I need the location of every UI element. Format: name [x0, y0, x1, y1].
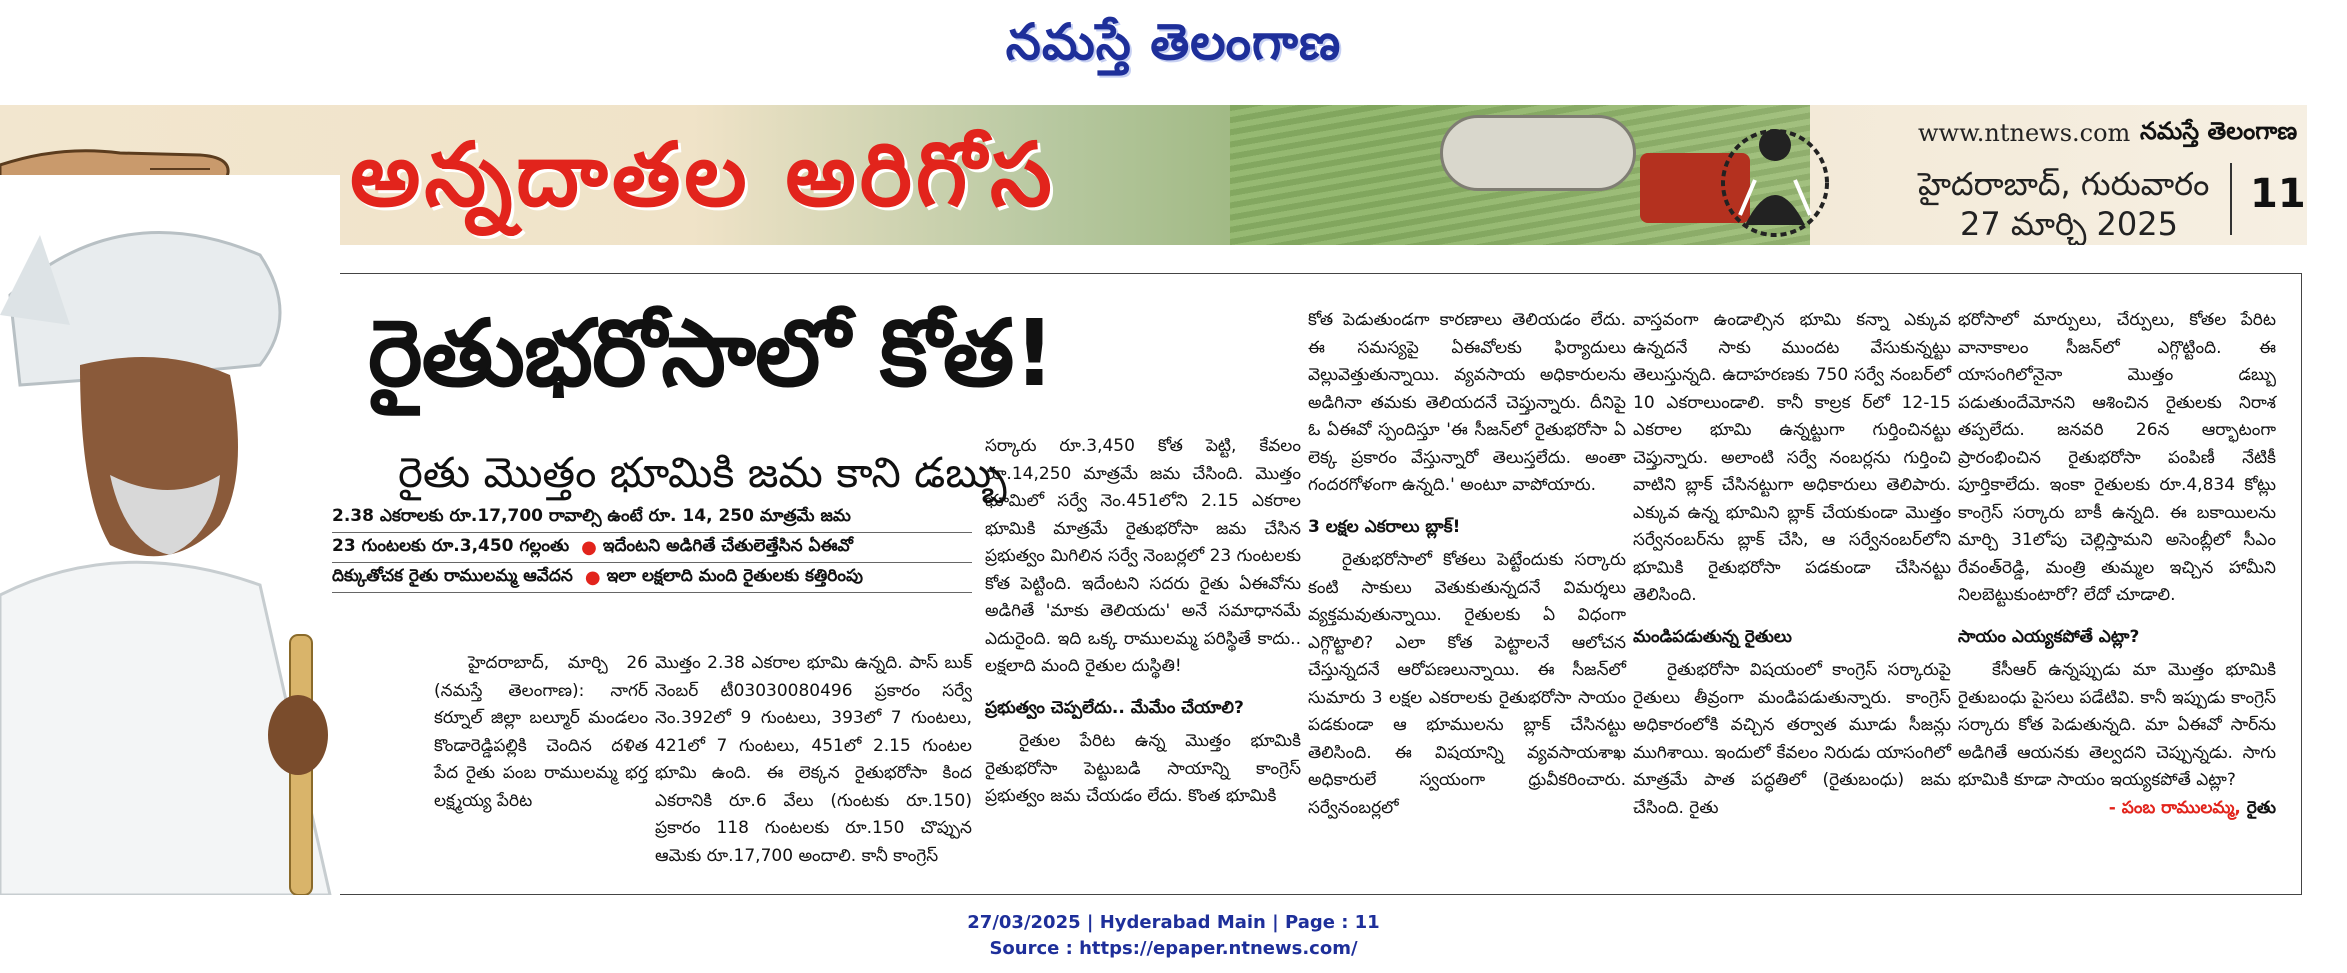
water-tanker-image	[1440, 115, 1636, 191]
highlight-item: ఇదేంటని అడిగితే చేతులెత్తేసిన ఏఈవో	[602, 535, 853, 556]
article-column-2	[655, 650, 972, 870]
bullet-dot-icon: ●	[581, 537, 597, 558]
dateline-city-day: హైదరాబాద్, గురువారం	[1918, 165, 2210, 203]
divider	[2230, 163, 2232, 235]
highlights-box	[332, 503, 972, 593]
subheading: సాయం ఎయ్యకపోతే ఎట్లా?	[1958, 626, 2140, 647]
paragraph: వాస్తవంగా ఉండాల్సిన భూమి కన్నా ఎక్కువ ఉన్నదనే సాకు ముందట వేసుకున్నట్టు తెలుస్తున్నది. ఉదాహరణకు 750 సర్వే నంబర్‌లో 10 ఎకరాలుండాలి. కానీ కాల్రక ర్‌లో 12-15 ఎకరాల భూమి ఉన్నట్టుగా గుర్తించినట్టు చెప్తున్నారు. అలాంటి సర్వే నంబర్లను గుర్తించి వాటిని బ్లాక్ చేసినట్టుగా అధికారులు తెలిపారు. ఎక్కువ ఉన్న భూమిని బ్లాక్ చేయకుండా మొత్తం సర్వేనంబర్‌ను బ్లాక్ చేసి, ఆ సర్వేనంబర్‌లోని భూమికి రైతుభరోసా పడకుండా చేసినట్టు తెలిసింది.	[1633, 310, 1951, 605]
article-column-4	[1308, 307, 1626, 822]
masthead	[0, 0, 2347, 96]
highlight-row	[332, 533, 972, 563]
article-column-5	[1633, 307, 1951, 822]
attribution-role: రైతు	[2240, 797, 2276, 818]
highlight-item: 23 గుంటలకు రూ.3,450 గల్లంతు	[332, 535, 570, 556]
subheading: మండిపడుతున్న రైతులు	[1633, 626, 1792, 647]
footer-page-info: 27/03/2025 | Hyderabad Main | Page : 11	[967, 912, 1380, 933]
paragraph: భరోసాలో మార్పులు, చేర్పులు, కోతల పేరిట వానాకాలం సీజన్‌లో ఎగ్గొట్టింది. ఈ యాసంగిలోనైనా మొత్తం డబ్బు పడుతుందేమోనని ఆశించిన రైతులకు నిరాశ తప్పలేదు. జనవరి 26న ఆర్భాటంగా ప్రారంభించిన రైతుభరోసా పంపిణీ నేటికీ పూర్తికాలేదు. ఇంకా రైతులకు రూ.4,834 కోట్లు కాంగ్రెస్ సర్కారు బాకీ ఉన్నది. ఈ బకాయిలను మార్చి 31లోపు చెల్లిస్తామని అసెంబ్లీలో సీఎం రేవంత్‌రెడ్డి, మంత్రి తుమ్మల ఇచ్చిన హామీని నిలబెట్టుకుంటారో? లేదో చూడాలి.	[1958, 310, 2276, 605]
paragraph: రైతుల పేరిట ఉన్న మొత్తం భూమికి రైతుభరోసా పెట్టుబడి సాయాన్ని కాంగ్రెస్ ప్రభుత్వం జమ చేయడం లేదు. కొంత భూమికి	[985, 731, 1301, 806]
paragraph: సర్కారు రూ.3,450 కోత పెట్టి, కేవలం రూ.14,250 మాత్రమే జమ చేసింది. మొత్తం భూమిలో సర్వే నెం.451లోని 2.15 ఎకరాల భూమికి మాత్రమే రైతుభరోసా జమ చేసిన ప్రభుత్వం మిగిలిన సర్వే నెంబర్లలో 23 గుంటలకు కోత పెట్టింది. ఇదేంటని సదరు రైతు ఏఈవోను అడిగితే 'మాకు తెలియదు' అనే సమాధానమే ఎదురైంది. ఇది ఒక్క రాములమ్మ పరిస్థితే కాదు.. లక్షలాది మంది రైతుల దుస్థితి!	[985, 436, 1301, 676]
article-column-1	[434, 650, 648, 815]
subheadline: రైతు మొత్తం భూమికి జమ కాని డబ్బు	[398, 448, 1007, 497]
paragraph: కోత పెడుతుండగా కారణాలు తెలియడం లేదు. ఈ సమస్యపై ఏఈవోలకు ఫిర్యాదులు వెల్లువెత్తుతున్నాయి. వ్యవసాయ అధికారులను అడిగినా తమకు తెలియదనే చెప్తున్నారు. దీనిపై ఓ ఏఈవో స్పందిస్తూ 'ఈ సీజన్‌లో రైతుభరోసా ఏ లెక్క ప్రకారం వేస్తున్నారో తెలుస్తలేదు. అంతా గందరగోళంగా ఉన్నది.' అంటూ వాపోయారు.	[1308, 310, 1626, 495]
highlight-item: ఇలా లక్షలాది మంది రైతులకు కత్తిరింపు	[606, 565, 863, 586]
paragraph: రైతుభరోసాలో కోతలు పెట్టేందుకు సర్కారు కంటి సాకులు వెతుకుతున్నదనే విమర్శలు వ్యక్తమవుతున్నాయి. రైతులకు ఏ విధంగా ఎగ్గొట్టాలి? ఎలా కోత పెట్టాలనే ఆలోచన చేస్తున్నదనే ఆరోపణలున్నాయి. ఈ సీజన్‌లో సుమారు 3 లక్షల ఎకరాలకు రైతుభరోసా సాయం పడకుండా ఆ భూములను బ్లాక్ చేసినట్టు తెలిసింది. ఈ విషయాన్ని వ్యవసాయశాఖ అధికారులే స్వయంగా ధ్రువీకరించారు. సర్వేనంబర్లలో	[1308, 550, 1626, 818]
article-column-3-top	[985, 433, 1301, 811]
subheading: ప్రభుత్వం చెప్పలేదు.. మేమేం చేయాలి?	[985, 697, 1244, 718]
highlight-row	[332, 503, 972, 533]
headline: రైతుభరోసాలో కోత!	[368, 300, 1055, 407]
section-banner	[0, 105, 2307, 245]
farmer-photo	[0, 175, 340, 895]
footer-source-link[interactable]: Source : https://epaper.ntnews.com/	[989, 938, 1358, 959]
section-title: అన్నదాతల అరిగోస	[350, 123, 1056, 226]
dateline-date: 27 మార్చి 2025	[1960, 205, 2178, 243]
subheading: 3 లక్షల ఎకరాలు బ్లాక్!	[1308, 516, 1461, 537]
attribution-name: - పంబ రాములమ్మ,	[2108, 797, 2241, 818]
highlight-item: దిక్కుతోచక రైతు రాములమ్మ ఆవేదన	[332, 565, 573, 586]
highlight-item: 2.38 ఎకరాలకు రూ.17,700 రావాల్సి ఉంటే రూ. 14, 250 మాత్రమే జమ	[332, 505, 851, 526]
quote-attribution	[1958, 795, 2276, 823]
highlight-row	[332, 563, 972, 593]
masthead-logo: నమస్తే తెలంగాణ	[1005, 12, 1342, 71]
quote-paragraph: కేసీఆర్ ఉన్నప్పుడు మా మొత్తం భూమికి రైతుబంధు పైసలు పడేటివి. కానీ ఇప్పుడు కాంగ్రెస్ సర్కారు కోత పెడుతున్నది. మా ఏఈవో సార్‌ను అడిగితే ఆయనకు తెల్వదని చెప్పున్నడు. సాగు భూమికి కూడా సాయం ఇయ్యకపోతే ఎట్లా?	[1958, 660, 2276, 790]
bullet-dot-icon: ●	[584, 567, 601, 588]
dateline-paragraph: హైదరాబాద్, మార్చి 26 (నమస్తే తెలంగాణ): నాగర్ కర్నూల్ జిల్లా బల్మూర్ మండలం కొండారెడ్డిపల్లికి చెందిన దళిత పేద రైతు పంబ రాములమ్మ భర్త లక్ష్మయ్య పేరిట	[434, 653, 648, 811]
paragraph: రైతుభరోసా విషయంలో కాంగ్రెస్ సర్కారుపై రైతులు తీవ్రంగా మండిపడుతున్నారు. కాంగ్రెస్ అధికారంలోకి వచ్చిన తర్వాత మూడు సీజన్లు ముగిశాయి. ఇందులో కేవలం నిరుడు యాసంగిలో మాత్రమే పాత పద్ధతిలో (రైతుబంధు) జమ చేసింది. రైతు	[1633, 660, 1951, 818]
banner-brand: నమస్తే తెలంగాణ	[2140, 117, 2298, 145]
distressed-farmer-icon	[1700, 105, 1850, 245]
paragraph: మొత్తం 2.38 ఎకరాల భూమి ఉన్నది. పాస్ బుక్ నెంబర్ టీ03030080496 ప్రకారం సర్వే నెం.392లో 9 గుంటలు, 393లో 7 గుంటలు, 421లో 7 గుంటలు, 451లో 2.15 గుంటల భూమి ఉంది. ఈ లెక్కన రైతుభరోసా కింద ఎకరానికి రూ.6 వేలు (గుంటకు రూ.150) ప్రకారం 118 గుంటలకు రూ.150 చొప్పున ఆమెకు రూ.17,700 అందాలి. కానీ కాంగ్రెస్	[655, 653, 972, 866]
page-number: 11	[2250, 171, 2306, 217]
article-column-6	[1958, 307, 2276, 822]
website-url: www.ntnews.com	[1918, 119, 2131, 147]
